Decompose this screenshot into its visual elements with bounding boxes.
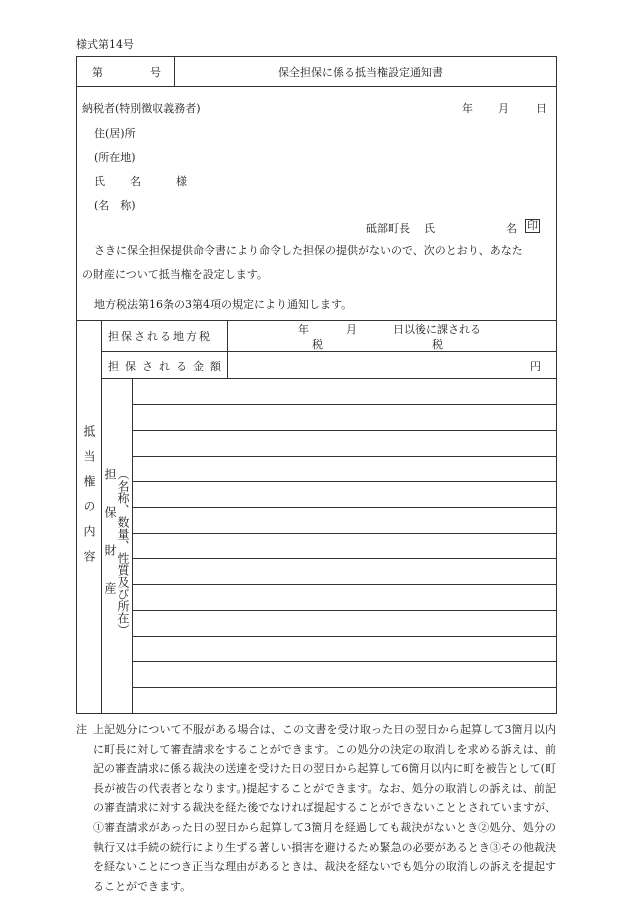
property-line: [132, 610, 557, 611]
body-line-1: さきに保全担保提供命令書により命令した担保の提供がないので、次のとおり、あなた: [94, 244, 523, 257]
property-line: [132, 430, 557, 431]
property-line: [132, 584, 557, 585]
property-line: [132, 507, 557, 508]
section-column-divider: [101, 320, 102, 714]
property-label-text: 担保財産: [103, 468, 117, 620]
property-line: [132, 687, 557, 688]
seal-mark: [525, 219, 540, 233]
issuer-title: 砥部町長: [366, 222, 410, 235]
property-line: [132, 456, 557, 457]
property-line: [132, 533, 557, 534]
property-line: [132, 661, 557, 662]
name-label-shi: 氏: [94, 175, 105, 188]
header-divider: [76, 86, 557, 87]
section-label-text: 抵当権の内容: [82, 425, 96, 575]
section-label: [82, 425, 96, 575]
address-label: 住(居)所: [94, 127, 136, 140]
note-mark: 注: [76, 723, 87, 736]
secured-tax-text: 日以後に課される: [393, 323, 481, 336]
number-label-go: 号: [150, 66, 161, 79]
date-month-label: 月: [498, 102, 509, 115]
property-label: [104, 468, 116, 620]
secured-tax-name-a: 税: [312, 338, 323, 351]
secured-tax-label: 担保される地方税: [108, 330, 212, 343]
appeal-note: [76, 720, 556, 896]
issuer-shi: 氏: [424, 222, 435, 235]
secured-amount-unit: 円: [530, 360, 541, 373]
document-title: 保全担保に係る抵当権設定通知書: [278, 66, 443, 79]
body-line-3: 地方税法第16条の3第4項の規定により通知します。: [94, 298, 353, 311]
form-number: 様式第14号: [76, 38, 134, 51]
property-line: [132, 481, 557, 482]
label-column-divider: [227, 320, 228, 378]
date-year-label: 年: [462, 102, 473, 115]
body-line-2: の財産について抵当権を設定します。: [82, 268, 268, 281]
property-line: [132, 404, 557, 405]
property-line: [132, 558, 557, 559]
date-day-label: 日: [536, 102, 547, 115]
taxpayer-label: 納税者(特別徴収義務者): [82, 102, 201, 115]
seal-text: 印: [527, 219, 538, 232]
table-top-border: [76, 320, 557, 321]
property-label-divider: [132, 378, 133, 714]
row2-divider: [101, 378, 557, 379]
issuer-mei: 名: [506, 222, 517, 235]
number-label-dai: 第: [92, 66, 103, 79]
corporate-name-label: (名 称): [94, 199, 136, 212]
name-label-mei: 名: [130, 175, 141, 188]
form-frame: [76, 56, 557, 714]
secured-amount-label: 担保される金額: [108, 360, 227, 373]
property-sublabel-text: （名称、数量、性質及び所在）: [116, 468, 130, 636]
secured-tax-year: 年: [298, 323, 309, 336]
honorific-label: 様: [176, 175, 187, 188]
header-number-divider: [174, 56, 175, 86]
property-sublabel: [116, 468, 130, 636]
row1-divider: [101, 351, 557, 352]
location-label: (所在地): [94, 151, 136, 164]
secured-tax-name-b: 税: [432, 338, 443, 351]
secured-tax-month: 月: [346, 323, 357, 336]
note-text: 上記処分について不服がある場合は、この文書を受け取った日の翌日から起算して3箇月以内に町長に対して審査請求をすることができます。この処分の決定の取消しを求める訴えは、前記の審査請求に係る裁決の送達を受けた日の翌日から起算して6箇月以内に町を被告として(町長が被告の代表者となります。)提起することができます。なお、処分の取消しの訴えは、前記の審査請求に対する裁決を経た後でなければ提起することができないこととされていますが、①審査請求があった日の翌日から起算して3箇月を経過しても裁決がないとき②処分、処分の執行又は手続の続行により生ずる著しい損害を避けるため緊急の必要があるとき③その他裁決を経ないことにつき正当な理由があるときは、裁決を経ないでも処分の取消しの訴えを提起することができます。: [93, 723, 556, 893]
property-line: [132, 636, 557, 637]
